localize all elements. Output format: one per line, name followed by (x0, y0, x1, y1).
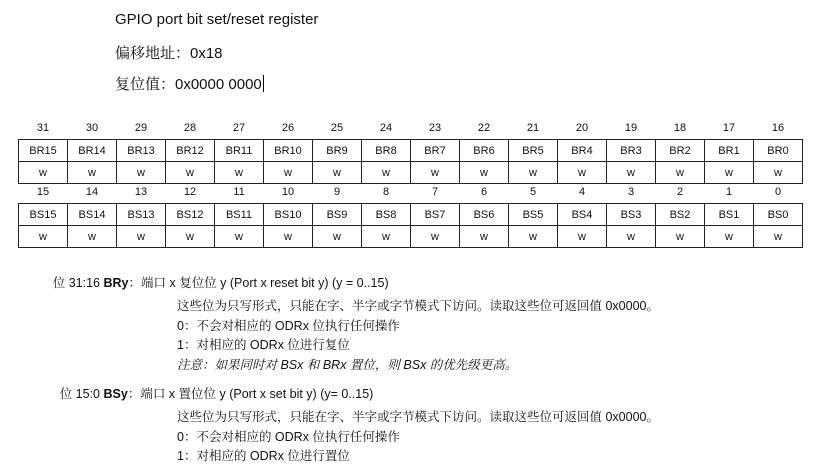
offset-address: 偏移地址：0x18 (115, 45, 223, 62)
br-field-title: ：端口 x 复位位 y (Port x reset bit y) (y = 0..15) (128, 276, 389, 290)
bit-access-cell: w (215, 226, 264, 248)
bit-number-cell: 19 (624, 122, 638, 134)
br-desc-note: 注意：如果同时对 BSx 和 BRx 置位，则 BSx 的优先级更高。 (177, 358, 518, 372)
bit-number-cell: 2 (676, 186, 684, 198)
bit-name-cell: BS5 (509, 204, 558, 226)
bit-number-cell: 0 (774, 186, 782, 198)
bit-name-cell: BR5 (509, 140, 558, 162)
bit-name-cell: BR9 (313, 140, 362, 162)
bit-access-cell: w (166, 226, 215, 248)
bit-name-cell: BS0 (754, 204, 803, 226)
bit-access-cell: w (117, 162, 166, 184)
bit-access-cell: w (68, 162, 117, 184)
bit-number-cell: 23 (428, 122, 442, 134)
bit-name-cell: BR4 (558, 140, 607, 162)
bit-name-cell: BR10 (264, 140, 313, 162)
bit-name-cell: BS6 (460, 204, 509, 226)
bs-bit-range: 位 15:0 (59, 387, 100, 401)
bit-access-cell: w (607, 226, 656, 248)
bit-number-cell: 21 (526, 122, 540, 134)
bit-name-cell: BR0 (754, 140, 803, 162)
bit-name-cell: BR1 (705, 140, 754, 162)
bit-access-cell: w (313, 226, 362, 248)
bit-number-cell: 5 (529, 186, 537, 198)
bit-number-cell: 18 (673, 122, 687, 134)
bit-name-cell: BS10 (264, 204, 313, 226)
bit-access-cell: w (460, 226, 509, 248)
bit-access-cell: w (705, 162, 754, 184)
bit-name-cell: BR2 (656, 140, 705, 162)
register-table-low (18, 181, 803, 248)
bit-name-cell: BR11 (215, 140, 264, 162)
bit-name-cell: BR8 (362, 140, 411, 162)
bit-name-cell: BR13 (117, 140, 166, 162)
bit-number-cell: 14 (85, 186, 99, 198)
bit-access-cell: w (509, 226, 558, 248)
bit-access-cell: w (705, 226, 754, 248)
bit-number-cell: 3 (627, 186, 635, 198)
br-desc-line3: 1：对相应的 ODRx 位进行复位 (177, 338, 350, 352)
bit-access-cell: w (264, 162, 313, 184)
br-field-heading (28, 275, 389, 292)
bit-number-cell: 31 (36, 122, 50, 134)
bit-access-cell: w (754, 226, 803, 248)
bit-name-cell: BR15 (19, 140, 68, 162)
bit-number-cell: 8 (382, 186, 390, 198)
bit-access-cell: w (754, 162, 803, 184)
register-table-high (18, 117, 803, 184)
bit-number-cell: 6 (480, 186, 488, 198)
bit-number-cell: 26 (281, 122, 295, 134)
bit-number-cell: 22 (477, 122, 491, 134)
bit-name-cell: BR14 (68, 140, 117, 162)
bit-number-cell: 17 (722, 122, 736, 134)
bit-name-row (19, 140, 803, 162)
bit-number-cell: 1 (725, 186, 733, 198)
bs-field-heading (28, 386, 373, 403)
bit-name-cell: BS14 (68, 204, 117, 226)
bit-access-cell: w (362, 162, 411, 184)
bs-field-title: ：端口 x 置位位 y (Port x set bit y) (y= 0..15) (127, 387, 374, 401)
bit-name-cell: BS4 (558, 204, 607, 226)
bit-name-cell: BS12 (166, 204, 215, 226)
bit-access-cell: w (411, 226, 460, 248)
bit-name-cell: BS8 (362, 204, 411, 226)
bit-number-cell: 30 (85, 122, 99, 134)
bit-access-cell: w (411, 162, 460, 184)
bit-access-cell: w (558, 226, 607, 248)
bit-access-cell: w (607, 162, 656, 184)
bit-name-cell: BS9 (313, 204, 362, 226)
bit-access-cell: w (313, 162, 362, 184)
register-title: GPIO port bit set/reset register (115, 11, 319, 28)
bit-access-cell: w (558, 162, 607, 184)
bit-access-cell: w (656, 162, 705, 184)
br-desc-line2: 0：不会对相应的 ODRx 位执行任何操作 (177, 319, 400, 333)
bit-access-cell: w (264, 226, 313, 248)
reset-value (115, 73, 264, 94)
bs-field-name: BSy (103, 387, 128, 401)
bit-name-cell: BR3 (607, 140, 656, 162)
bit-number-cell: 25 (330, 122, 344, 134)
bs-desc-line3: 1：对相应的 ODRx 位进行置位 (177, 449, 350, 463)
bit-name-cell: BS13 (117, 204, 166, 226)
bit-name-cell: BS1 (705, 204, 754, 226)
bit-number-cell: 7 (431, 186, 439, 198)
bit-access-cell: w (19, 162, 68, 184)
bit-number-cell: 16 (771, 122, 785, 134)
bit-number-row (19, 181, 803, 204)
bit-name-cell: BS15 (19, 204, 68, 226)
bit-access-cell: w (117, 226, 166, 248)
bit-name-cell: BS7 (411, 204, 460, 226)
access-row (19, 226, 803, 248)
bit-number-cell: 20 (575, 122, 589, 134)
bit-access-cell: w (215, 162, 264, 184)
bit-number-cell: 10 (281, 186, 295, 198)
bit-access-cell: w (166, 162, 215, 184)
bit-name-cell: BS11 (215, 204, 264, 226)
reset-value-text: 复位值：0x0000 0000 (115, 76, 262, 93)
bit-number-cell: 24 (379, 122, 393, 134)
br-desc-line1: 这些位为只写形式，只能在字、半字或字节模式下访问。读取这些位可返回值 0x0000。 (177, 299, 659, 313)
text-cursor (263, 75, 264, 92)
bit-access-cell: w (362, 226, 411, 248)
bit-name-cell: BR12 (166, 140, 215, 162)
bit-number-cell: 4 (578, 186, 586, 198)
bs-desc-line2: 0：不会对相应的 ODRx 位执行任何操作 (177, 430, 400, 444)
bit-access-cell: w (460, 162, 509, 184)
bit-number-cell: 29 (134, 122, 148, 134)
bit-name-cell: BS3 (607, 204, 656, 226)
bit-access-cell: w (68, 226, 117, 248)
bit-number-cell: 12 (183, 186, 197, 198)
bit-number-cell: 9 (333, 186, 341, 198)
bit-name-cell: BS2 (656, 204, 705, 226)
bit-name-cell: BR7 (411, 140, 460, 162)
bit-name-cell: BR6 (460, 140, 509, 162)
br-field-name: BRy (103, 276, 129, 290)
bit-number-cell: 28 (183, 122, 197, 134)
bs-desc-line1: 这些位为只写形式，只能在字、半字或字节模式下访问。读取这些位可返回值 0x0000。 (177, 410, 659, 424)
bit-number-cell: 15 (36, 186, 50, 198)
bit-name-row (19, 204, 803, 226)
bit-number-row (19, 117, 803, 140)
bit-number-cell: 27 (232, 122, 246, 134)
bit-access-cell: w (656, 226, 705, 248)
bit-access-cell: w (19, 226, 68, 248)
bit-access-cell: w (509, 162, 558, 184)
br-bit-range: 位 31:16 (52, 276, 100, 290)
bit-number-cell: 13 (134, 186, 148, 198)
bit-number-cell: 11 (233, 186, 245, 198)
